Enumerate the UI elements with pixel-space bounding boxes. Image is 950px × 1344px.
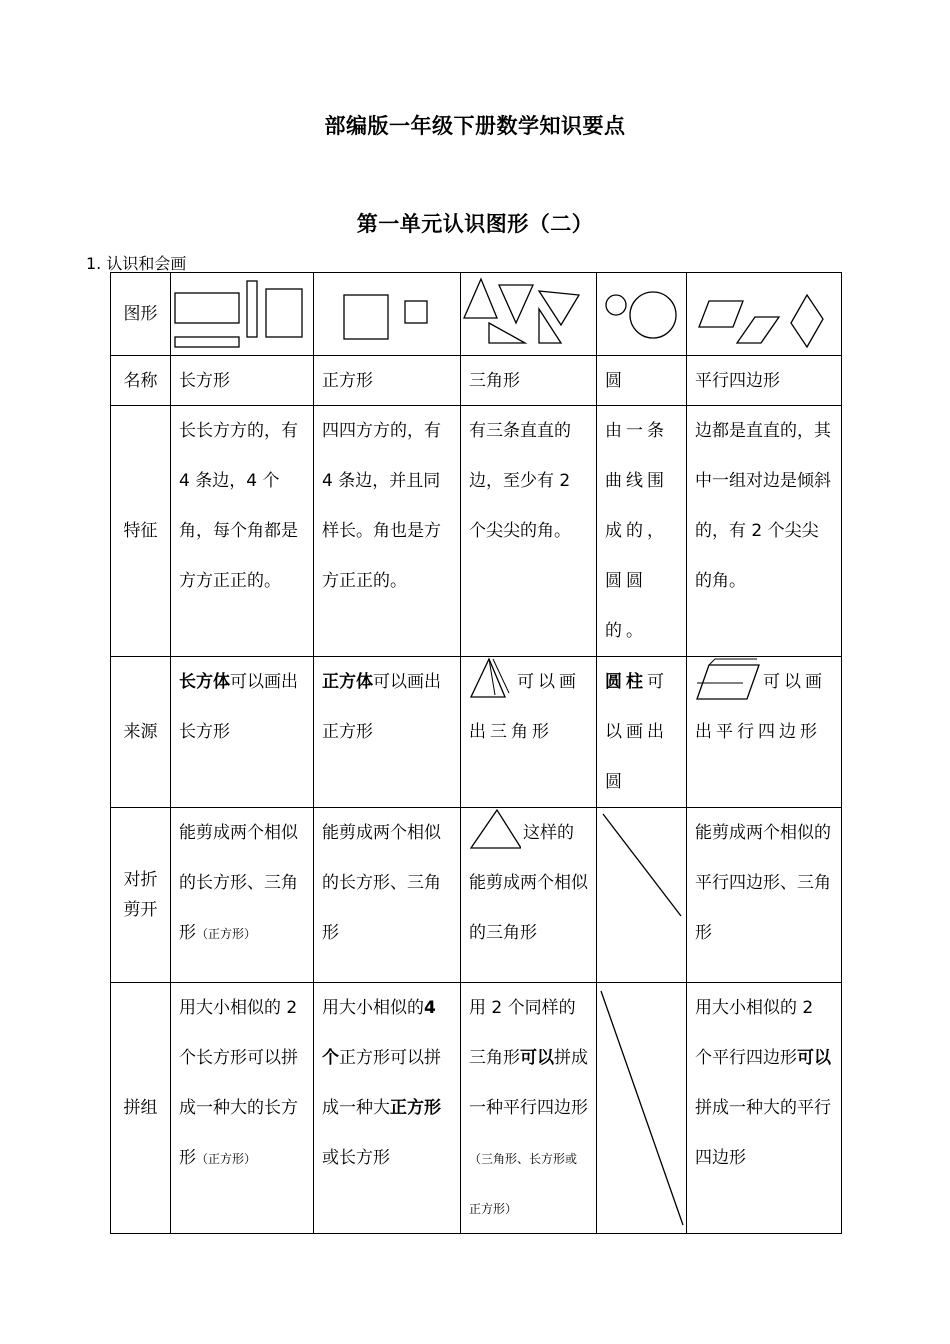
shapes-table — [110, 272, 842, 1234]
row-source — [111, 657, 842, 808]
combine-triangle-bold: 可以 — [520, 1048, 554, 1068]
fold-triangle-text: 这样的能剪成两个相似的三角形 — [469, 823, 588, 943]
combine-rect — [171, 983, 314, 1234]
cone-icon — [469, 657, 515, 701]
name-triangle: 三角形 — [461, 356, 597, 406]
source-parallelogram-text: 可以画出平行四边形 — [695, 672, 826, 742]
squares-drawing — [314, 273, 461, 356]
combine-triangle-a: 用 2 个同样的三角形 — [469, 998, 576, 1068]
source-rect-text: 可以画出长方形 — [179, 672, 298, 742]
name-circle: 圆 — [597, 356, 687, 406]
name-square: 正方形 — [314, 356, 461, 406]
source-square-text: 可以画出正方形 — [322, 672, 441, 742]
fold-circle-na — [597, 808, 687, 983]
header-combine: 拼组 — [111, 983, 171, 1234]
rectangles-drawing — [171, 273, 314, 356]
combine-para-b: 拼成一种大的平行四边形 — [695, 1098, 831, 1168]
header-fold-1: 对折 — [123, 870, 158, 890]
document-title: 部编版一年级下册数学知识要点 — [324, 114, 626, 138]
source-circle — [597, 657, 687, 808]
feature-circle: 由一条曲线围成的，圆圆的。 — [597, 406, 687, 657]
combine-para-bold: 可以 — [797, 1048, 831, 1068]
source-rect-bold: 长方体 — [179, 672, 230, 692]
header-feature: 特征 — [111, 406, 171, 657]
source-square — [314, 657, 461, 808]
parallelograms-drawing — [687, 273, 842, 356]
combine-square-a: 用大小相似的 — [322, 998, 424, 1018]
source-circle-bold: 圆柱 — [605, 672, 647, 692]
combine-para-a: 用大小相似的 2 个平行四边形 — [695, 998, 814, 1068]
prism-icon — [695, 657, 761, 703]
diagonal-slash — [597, 983, 687, 1233]
combine-rect-note: （正方形） — [196, 1152, 257, 1166]
header-fold-2: 剪开 — [123, 900, 158, 920]
name-parallelogram: 平行四边形 — [687, 356, 842, 406]
combine-triangle — [461, 983, 597, 1234]
fold-parallelogram: 能剪成两个相似的平行四边形、三角形 — [687, 808, 842, 983]
header-name: 名称 — [111, 356, 171, 406]
fold-triangle — [461, 808, 597, 983]
combine-triangle-b: 拼成一种平行四边形 — [469, 1048, 588, 1118]
combine-circle-na — [597, 983, 687, 1234]
fold-square: 能剪成两个相似的长方形、三角形 — [314, 808, 461, 983]
combine-square-c: 或长方形 — [322, 1148, 390, 1168]
name-rect: 长方形 — [171, 356, 314, 406]
combine-triangle-note: （三角形、长方形或正方形） — [469, 1152, 578, 1216]
feature-square: 四四方方的，有 4 条边，并且同样长。角也是方方正正的。 — [314, 406, 461, 657]
combine-parallelogram — [687, 983, 842, 1234]
source-rect — [171, 657, 314, 808]
combine-square-bold1: 4 个 — [322, 998, 436, 1068]
triangle-icon — [469, 808, 521, 850]
header-source: 来源 — [111, 657, 171, 808]
fold-rect — [171, 808, 314, 983]
header-fold — [111, 808, 171, 983]
section-heading: 1. 认识和会画 — [86, 254, 187, 273]
source-circle-text: 可以画出圆 — [605, 672, 668, 792]
row-names — [111, 356, 842, 406]
circles-drawing — [597, 273, 687, 356]
row-shapes — [111, 273, 842, 356]
row-features — [111, 406, 842, 657]
combine-square — [314, 983, 461, 1234]
header-shape: 图形 — [111, 273, 171, 356]
fold-rect-note: （正方形） — [196, 927, 257, 941]
source-triangle-text: 可以画出三角形 — [469, 672, 580, 742]
fold-rect-text: 能剪成两个相似的长方形、三角形 — [179, 823, 298, 943]
combine-rect-text: 用大小相似的 2 个长方形可以拼成一种大的长方形 — [179, 998, 298, 1168]
feature-parallelogram: 边都是直直的，其中一组对边是倾斜的，有 2 个尖尖的角。 — [687, 406, 842, 657]
source-parallelogram — [687, 657, 842, 808]
diagonal-slash — [597, 808, 687, 983]
combine-square-bold2: 正方形 — [390, 1098, 441, 1118]
triangles-drawing — [461, 273, 597, 356]
row-combine — [111, 983, 842, 1234]
combine-square-b: 正方形可以拼成一种大 — [322, 1048, 441, 1118]
feature-triangle: 有三条直直的边，至少有 2 个尖尖的角。 — [461, 406, 597, 657]
source-triangle — [461, 657, 597, 808]
feature-rect: 长长方方的，有 4 条边，4 个角，每个角都是方方正正的。 — [171, 406, 314, 657]
row-fold — [111, 808, 842, 983]
unit-title: 第一单元认识图形（二） — [356, 212, 594, 236]
source-square-bold: 正方体 — [322, 672, 373, 692]
